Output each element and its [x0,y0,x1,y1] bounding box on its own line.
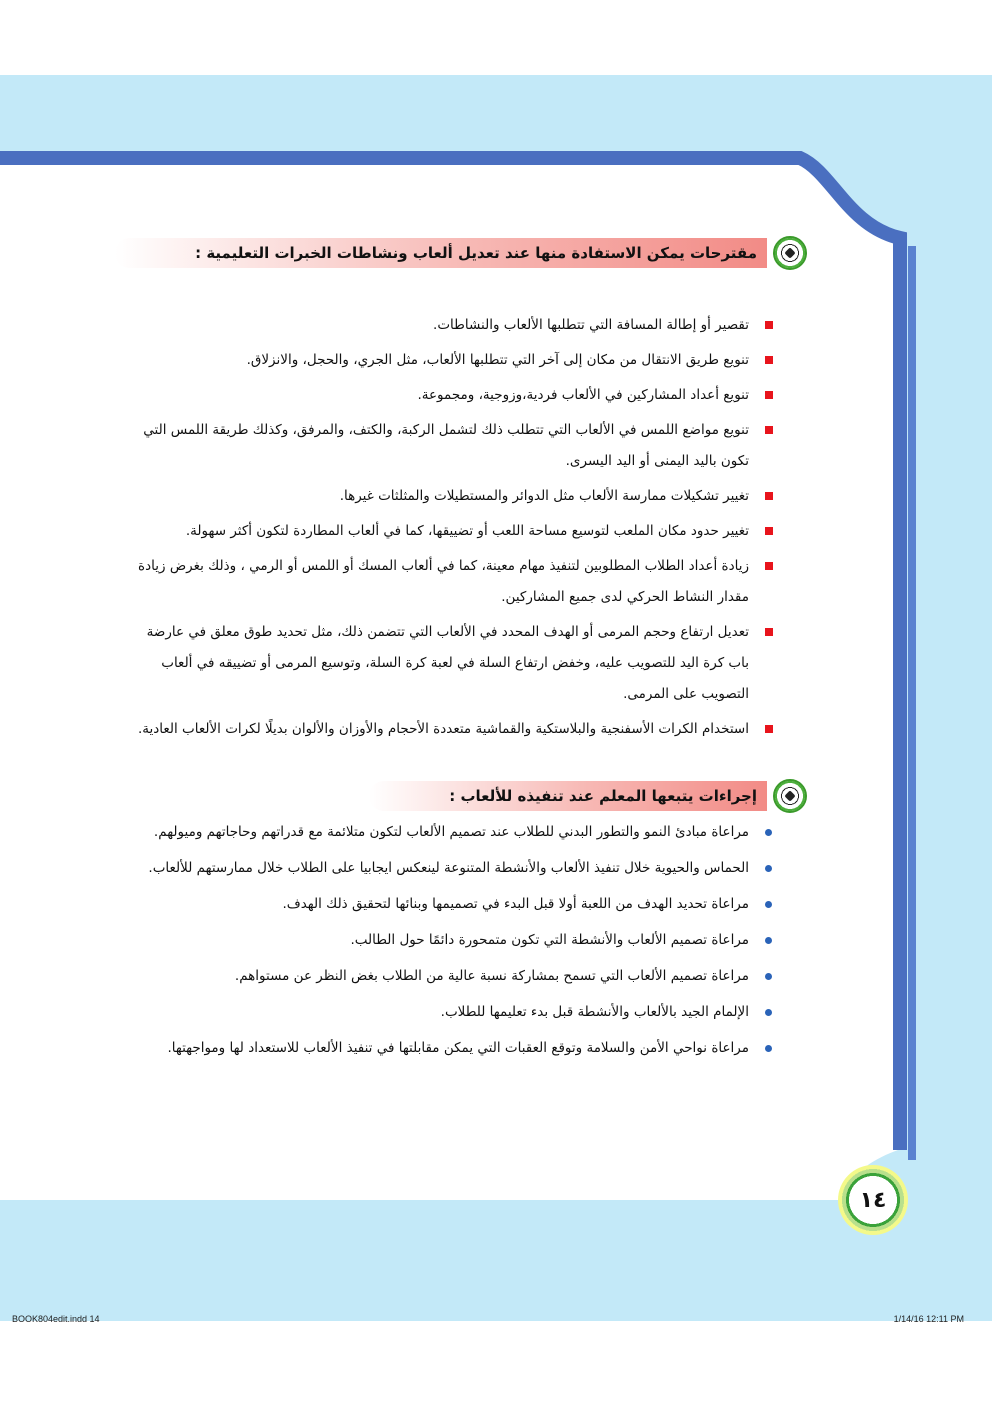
football-icon [773,779,807,813]
list-item: تنويع مواضع اللمس في الألعاب التي تتطلب ذلك لتشمل الركبة، والكتف، والمرفق، وكذلك طريقة اللمس التي تكون باليد اليمنى أو اليد اليسرى. [137,415,777,477]
section1-title: مقترحات يمكن الاستفادة منها عند تعديل ألعاب ونشاطات الخبرات التعليمية : [115,238,767,268]
list-item: الحماس والحيوية خلال تنفيذ الألعاب والأنشطة المتنوعة لينعكس ايجابيا على الطلاب خلال ممارستهم للألعاب. [137,850,777,887]
list-item: مراعاة تحديد الهدف من اللعبة أولا قبل البدء في تصميمها وبنائها لتحقيق ذلك الهدف. [137,886,777,923]
section2-title: إجراءات يتبعها المعلم عند تنفيذه للألعاب : [369,781,767,811]
list-item: مراعاة تصميم الألعاب والأنشطة التي تكون متمحورة دائمًا حول الطالب. [137,922,777,959]
list-item: تقصير أو إطالة المسافة التي تتطلبها الألعاب والنشاطات. [137,310,777,341]
list-item: تنويع أعداد المشاركين في الألعاب فردية،وزوجية، ومجموعة. [137,380,777,411]
list-item: الإلمام الجيد بالألعاب والأنشطة قبل بدء تعليمها للطلاب. [137,994,777,1031]
list-item: زيادة أعداد الطلاب المطلوبين لتنفيذ مهام معينة، كما في ألعاب المسك أو اللمس أو الرمي ، وذلك بغرض زيادة مقدار النشاط الحركي لدى جميع المشاركين. [137,551,777,613]
page-number-badge [838,1165,908,1235]
suggestions-list [137,310,777,749]
section1-heading [115,236,807,270]
football-icon [773,236,807,270]
procedures-list [137,814,777,1066]
footer-filename: BOOK804edit.indd 14 [12,1314,100,1324]
list-item: تغيير حدود مكان الملعب لتوسيع مساحة اللعب أو تضييقها، كما في ألعاب المطاردة لتكون أكثر سهولة. [137,516,777,547]
list-item: تعديل ارتفاع وحجم المرمى أو الهدف المحدد في الألعاب التي تتضمن ذلك، مثل تحديد طوق معلق في عارضة باب كرة اليد للتصويب عليه، وخفض ارتفاع السلة في لعبة كرة السلة، وتوسيع المرمى أو تضييقه في ألعاب التصويب على المرمى. [137,617,777,710]
list-item: تنويع طريق الانتقال من مكان إلى آخر التي تتطلبها الألعاب، مثل الجري، والحجل، والانزلاق. [137,345,777,376]
section2-heading [369,779,807,813]
list-item: مراعاة تصميم الألعاب التي تسمح بمشاركة نسبة عالية من الطلاب بغض النظر عن مستواهم. [137,958,777,995]
page-number: ١٤ [859,1187,887,1213]
list-item: مراعاة نواحي الأمن والسلامة وتوقع العقبات التي يمكن مقابلتها في تنفيذ الألعاب للاستعداد لها ومواجهتها. [137,1030,777,1067]
list-item: استخدام الكرات الأسفنجية والبلاستكية والقماشية متعددة الأحجام والأوزان والألوان بديلًا لكرات الألعاب العادية. [137,714,777,745]
footer-timestamp: 1/14/16 12:11 PM [893,1314,964,1324]
list-item: تغيير تشكيلات ممارسة الألعاب مثل الدوائر والمستطيلات والمثلثات غيرها. [137,481,777,512]
list-item: مراعاة مبادئ النمو والتطور البدني للطلاب عند تصميم الألعاب لتكون متلائمة مع قدراتهم وحاجاتهم وميولهم. [137,814,777,851]
